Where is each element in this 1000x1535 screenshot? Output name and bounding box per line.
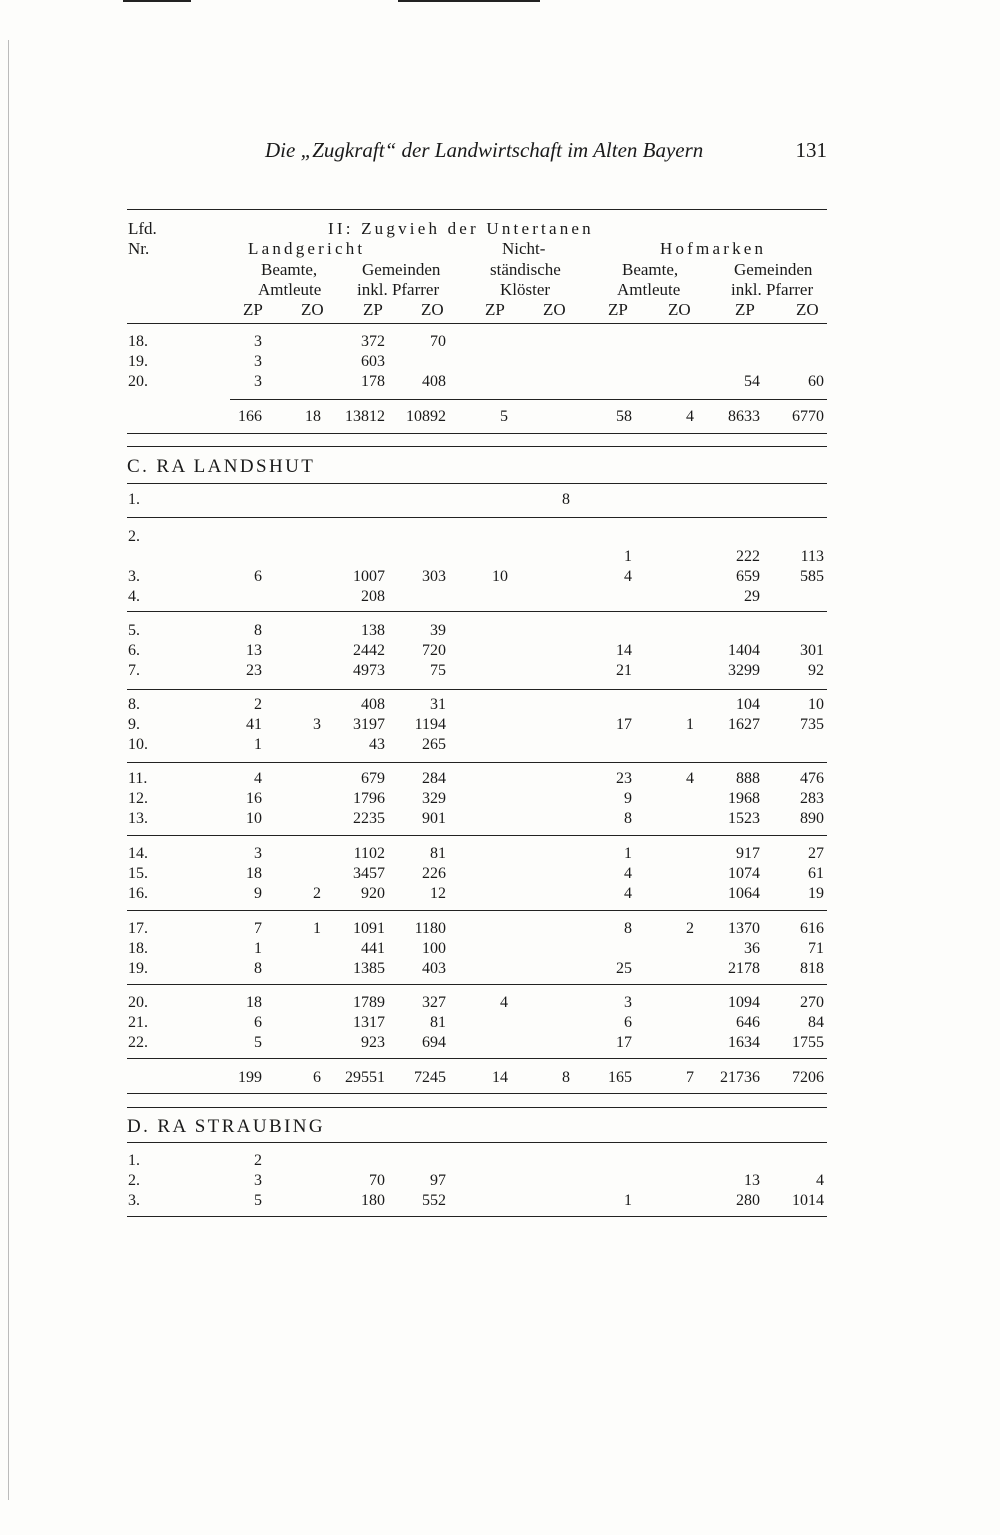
cell-hm-gem-zo: 735 (800, 716, 824, 733)
cell-lg-gem-zp: 1102 (353, 845, 385, 862)
total-hm-gem-zp: 8633 (728, 408, 760, 425)
group-rule (127, 611, 827, 612)
row-number: 16. (128, 885, 148, 902)
cell-lg-beamte-zp: 5 (254, 1192, 262, 1209)
cell-lg-beamte-zp: 3 (254, 845, 262, 862)
sub-beamte-lg: Beamte, (261, 260, 318, 279)
scan-line-top-left (123, 0, 191, 2)
cell-hm-gem-zo: 818 (800, 960, 824, 977)
cell-hm-gem-zo: 890 (800, 810, 824, 827)
section-end-rule (127, 433, 827, 434)
cell-hm-gem-zo: 1014 (792, 1192, 824, 1209)
cell-lg-gem-zp: 3457 (353, 865, 385, 882)
total-hm-beamte-zo: 4 (686, 408, 694, 425)
total-hm-beamte-zp: 58 (616, 408, 632, 425)
cell-lg-gem-zp: 1091 (353, 920, 385, 937)
col-nr: Nr. (128, 239, 150, 258)
sub-amtleute-lg: Amtleute (258, 280, 322, 299)
group-rule (127, 984, 827, 985)
sub-kloester: Klöster (500, 280, 551, 299)
total-lg-beamte-zp: 199 (238, 1069, 262, 1086)
cell-lg-gem-zo: 12 (430, 885, 446, 902)
cell-lg-gem-zo: 97 (430, 1172, 446, 1189)
sub-inkl-pfarrer-hm: inkl. Pfarrer (731, 280, 814, 299)
cell-lg-beamte-zo: 1 (313, 920, 321, 937)
sub-inkl-pfarrer-lg: inkl. Pfarrer (357, 280, 440, 299)
cell-hm-gem-zo: 301 (800, 642, 824, 659)
cell-hm-beamte-zp: 8 (624, 810, 632, 827)
scan-line-top-center (398, 0, 540, 2)
cell-hm-gem-zp: 29 (744, 588, 760, 605)
cell-lg-gem-zp: 1789 (353, 994, 385, 1011)
cell-hm-gem-zo: 283 (800, 790, 824, 807)
cell-lg-beamte-zp: 4 (254, 770, 262, 787)
cell-lg-gem-zo: 329 (422, 790, 446, 807)
row-number: 3. (128, 568, 140, 585)
cell-lg-gem-zp: 180 (361, 1192, 385, 1209)
cell-lg-beamte-zp: 18 (246, 865, 262, 882)
cell-lg-gem-zp: 679 (361, 770, 385, 787)
cell-hm-beamte-zp: 1 (624, 548, 632, 565)
row-number: 8. (128, 696, 140, 713)
scan-line-left-edge (8, 40, 9, 1500)
cell-lg-beamte-zp: 3 (254, 373, 262, 390)
row-number: 10. (128, 736, 148, 753)
cell-hm-gem-zp: 2178 (728, 960, 760, 977)
cell-hm-gem-zp: 1094 (728, 994, 760, 1011)
cell-lg-gem-zp: 178 (361, 373, 385, 390)
cell-hm-beamte-zp: 9 (624, 790, 632, 807)
cell-lg-beamte-zp: 3 (254, 353, 262, 370)
cell-lg-gem-zo: 226 (422, 865, 446, 882)
cell-lg-gem-zp: 2442 (353, 642, 385, 659)
cell-nicht-zo: 8 (562, 491, 570, 508)
col-zo-2: ZO (421, 300, 444, 319)
cell-lg-beamte-zp: 2 (254, 1152, 262, 1169)
running-title: Die „Zugkraft“ der Landwirtschaft im Alten Bayern (265, 138, 704, 162)
row-number: 9. (128, 716, 140, 733)
section-rule (127, 1107, 827, 1108)
section-title-straubing: D. RA STRAUBING (127, 1116, 326, 1137)
cell-lg-gem-zo: 70 (430, 333, 446, 350)
group-rule (127, 762, 827, 763)
cell-lg-gem-zo: 39 (430, 622, 446, 639)
cell-lg-beamte-zp: 10 (246, 810, 262, 827)
sub-gemeinden-hm: Gemeinden (734, 260, 813, 279)
row-number: 3. (128, 1192, 140, 1209)
total-hm-beamte-zo: 7 (686, 1069, 694, 1086)
row-number: 6. (128, 642, 140, 659)
cell-hm-gem-zp: 36 (744, 940, 760, 957)
row-number: 22. (128, 1034, 148, 1051)
cell-lg-beamte-zo: 2 (313, 885, 321, 902)
cell-hm-gem-zp: 1968 (728, 790, 760, 807)
cell-hm-beamte-zp: 4 (624, 885, 632, 902)
group-nicht: Nicht- (502, 239, 546, 258)
cell-lg-gem-zp: 408 (361, 696, 385, 713)
cell-hm-gem-zp: 888 (736, 770, 760, 787)
row-number: 17. (128, 920, 148, 937)
cell-lg-gem-zo: 303 (422, 568, 446, 585)
row-number: 19. (128, 353, 148, 370)
cell-lg-beamte-zp: 13 (246, 642, 262, 659)
col-lfd: Lfd. (128, 219, 157, 238)
row-number: 15. (128, 865, 148, 882)
cell-lg-gem-zo: 327 (422, 994, 446, 1011)
cell-lg-gem-zp: 920 (361, 885, 385, 902)
total-lg-beamte-zo: 18 (305, 408, 321, 425)
cell-hm-gem-zo: 61 (808, 865, 824, 882)
group-landgericht: Landgericht (248, 239, 366, 258)
section-end-rule (127, 1093, 827, 1094)
cell-lg-beamte-zp: 8 (254, 622, 262, 639)
cell-hm-beamte-zp: 21 (616, 662, 632, 679)
row-number: 18. (128, 333, 148, 350)
total-nicht-zp: 5 (500, 408, 508, 425)
group-rule (127, 517, 827, 518)
group-rule (127, 689, 827, 690)
cell-hm-gem-zo: 113 (800, 548, 824, 565)
cell-hm-beamte-zp: 3 (624, 994, 632, 1011)
row-number: 20. (128, 994, 148, 1011)
sub-gemeinden-lg: Gemeinden (362, 260, 441, 279)
cell-lg-gem-zo: 552 (422, 1192, 446, 1209)
cell-hm-gem-zp: 3299 (728, 662, 760, 679)
total-nicht-zp: 14 (492, 1069, 508, 1086)
cell-hm-gem-zo: 71 (808, 940, 824, 957)
row-number: 2. (128, 528, 140, 545)
cell-hm-gem-zp: 1404 (728, 642, 760, 659)
cell-hm-beamte-zp: 8 (624, 920, 632, 937)
cell-hm-beamte-zp: 1 (624, 845, 632, 862)
total-lg-beamte-zp: 166 (238, 408, 262, 425)
table-bottom-rule (127, 1216, 827, 1217)
cell-hm-gem-zo: 1755 (792, 1034, 824, 1051)
cell-lg-gem-zp: 2235 (353, 810, 385, 827)
cell-lg-gem-zp: 603 (361, 353, 385, 370)
cell-lg-gem-zp: 138 (361, 622, 385, 639)
cell-lg-beamte-zp: 3 (254, 333, 262, 350)
page-header (127, 138, 827, 168)
cell-hm-gem-zp: 13 (744, 1172, 760, 1189)
total-lg-gem-zp: 13812 (345, 408, 385, 425)
cell-lg-gem-zo: 81 (430, 1014, 446, 1031)
cell-hm-beamte-zp: 17 (616, 1034, 632, 1051)
row-number: 13. (128, 810, 148, 827)
total-lg-gem-zp: 29551 (345, 1069, 385, 1086)
cell-hm-gem-zp: 917 (736, 845, 760, 862)
cell-lg-gem-zo: 694 (422, 1034, 446, 1051)
cell-hm-gem-zo: 60 (808, 373, 824, 390)
cell-hm-gem-zp: 280 (736, 1192, 760, 1209)
col-zo-3: ZO (543, 300, 566, 319)
cell-hm-beamte-zo: 1 (686, 716, 694, 733)
cell-lg-beamte-zp: 8 (254, 960, 262, 977)
cell-lg-beamte-zp: 6 (254, 1014, 262, 1031)
cell-hm-beamte-zo: 2 (686, 920, 694, 937)
cell-lg-gem-zo: 901 (422, 810, 446, 827)
col-zo-4: ZO (668, 300, 691, 319)
group-rule (127, 835, 827, 836)
cell-nicht-zp: 10 (492, 568, 508, 585)
cell-nicht-zp: 4 (500, 994, 508, 1011)
group-rule (127, 1058, 827, 1059)
total-hm-gem-zo: 6770 (792, 408, 824, 425)
row-number: 14. (128, 845, 148, 862)
cell-lg-beamte-zp: 3 (254, 1172, 262, 1189)
total-lg-gem-zo: 10892 (406, 408, 446, 425)
cell-lg-gem-zp: 372 (361, 333, 385, 350)
cell-lg-gem-zo: 403 (422, 960, 446, 977)
col-zp-2: ZP (363, 300, 383, 319)
section-rule (127, 1142, 827, 1143)
cell-lg-beamte-zp: 9 (254, 885, 262, 902)
sub-beamte-hm: Beamte, (622, 260, 679, 279)
cell-lg-gem-zo: 31 (430, 696, 446, 713)
cell-hm-gem-zp: 104 (736, 696, 760, 713)
cell-hm-gem-zp: 1634 (728, 1034, 760, 1051)
cell-lg-beamte-zp: 41 (246, 716, 262, 733)
total-lg-gem-zo: 7245 (414, 1069, 446, 1086)
row-number: 2. (128, 1172, 140, 1189)
cell-lg-gem-zo: 720 (422, 642, 446, 659)
total-hm-beamte-zp: 165 (608, 1069, 632, 1086)
cell-lg-gem-zp: 1796 (353, 790, 385, 807)
cell-lg-gem-zp: 3197 (353, 716, 385, 733)
row-number: 7. (128, 662, 140, 679)
sub-staendische: ständische (490, 260, 561, 279)
cell-hm-gem-zp: 1627 (728, 716, 760, 733)
cell-lg-gem-zo: 1180 (414, 920, 446, 937)
cell-lg-beamte-zo: 3 (313, 716, 321, 733)
cell-lg-gem-zp: 1317 (353, 1014, 385, 1031)
cell-hm-gem-zp: 1074 (728, 865, 760, 882)
cell-hm-beamte-zo: 4 (686, 770, 694, 787)
cell-lg-gem-zp: 70 (369, 1172, 385, 1189)
cell-hm-gem-zo: 4 (816, 1172, 824, 1189)
cell-hm-gem-zo: 616 (800, 920, 824, 937)
cell-hm-gem-zo: 270 (800, 994, 824, 1011)
row-number: 4. (128, 588, 140, 605)
total-hm-gem-zp: 21736 (720, 1069, 760, 1086)
cell-hm-beamte-zp: 4 (624, 865, 632, 882)
cell-lg-gem-zo: 265 (422, 736, 446, 753)
row-number: 11. (128, 770, 148, 787)
cell-hm-gem-zo: 10 (808, 696, 824, 713)
cell-hm-gem-zo: 585 (800, 568, 824, 585)
row-number: 18. (128, 940, 148, 957)
row-number: 21. (128, 1014, 148, 1031)
section-rule (127, 446, 827, 447)
cell-hm-gem-zp: 659 (736, 568, 760, 585)
cell-lg-beamte-zp: 7 (254, 920, 262, 937)
cell-hm-beamte-zp: 23 (616, 770, 632, 787)
cell-lg-gem-zp: 923 (361, 1034, 385, 1051)
page-number: 131 (795, 138, 827, 162)
col-zp-5: ZP (735, 300, 755, 319)
cell-lg-gem-zp: 441 (361, 940, 385, 957)
row-number: 5. (128, 622, 140, 639)
cell-hm-beamte-zp: 6 (624, 1014, 632, 1031)
cell-hm-gem-zp: 54 (744, 373, 760, 390)
col-zo-5: ZO (796, 300, 819, 319)
total-rule (230, 399, 827, 400)
cell-hm-gem-zo: 84 (808, 1014, 824, 1031)
table-main-title: II: Zugvieh der Untertanen (328, 219, 594, 238)
cell-hm-beamte-zp: 4 (624, 568, 632, 585)
col-zp-3: ZP (485, 300, 505, 319)
section-title-landshut: C. RA LANDSHUT (127, 456, 316, 477)
group-rule (127, 910, 827, 911)
cell-hm-gem-zp: 646 (736, 1014, 760, 1031)
section-rule (127, 483, 827, 484)
cell-lg-gem-zp: 208 (361, 588, 385, 605)
cell-hm-gem-zp: 1370 (728, 920, 760, 937)
cell-hm-beamte-zp: 14 (616, 642, 632, 659)
cell-hm-gem-zp: 222 (736, 548, 760, 565)
cell-hm-gem-zo: 19 (808, 885, 824, 902)
cell-lg-gem-zp: 1007 (353, 568, 385, 585)
table-top-rule (127, 209, 827, 210)
cell-hm-gem-zo: 476 (800, 770, 824, 787)
cell-lg-gem-zo: 100 (422, 940, 446, 957)
cell-lg-gem-zp: 43 (369, 736, 385, 753)
cell-lg-gem-zp: 1385 (353, 960, 385, 977)
cell-lg-gem-zo: 75 (430, 662, 446, 679)
cell-lg-gem-zp: 4973 (353, 662, 385, 679)
cell-lg-beamte-zp: 1 (254, 940, 262, 957)
col-zp-4: ZP (608, 300, 628, 319)
cell-lg-gem-zo: 408 (422, 373, 446, 390)
cell-lg-beamte-zp: 6 (254, 568, 262, 585)
total-nicht-zo: 8 (562, 1069, 570, 1086)
row-number: 1. (128, 491, 140, 508)
cell-hm-gem-zo: 92 (808, 662, 824, 679)
cell-lg-beamte-zp: 23 (246, 662, 262, 679)
row-number: 19. (128, 960, 148, 977)
cell-lg-beamte-zp: 5 (254, 1034, 262, 1051)
total-hm-gem-zo: 7206 (792, 1069, 824, 1086)
header-bottom-rule (127, 323, 827, 324)
total-lg-beamte-zo: 6 (313, 1069, 321, 1086)
cell-lg-beamte-zp: 1 (254, 736, 262, 753)
row-number: 12. (128, 790, 148, 807)
group-hofmarken: Hofmarken (660, 239, 767, 258)
row-number: 20. (128, 373, 148, 390)
cell-hm-gem-zp: 1523 (728, 810, 760, 827)
cell-hm-beamte-zp: 1 (624, 1192, 632, 1209)
cell-lg-gem-zo: 1194 (414, 716, 446, 733)
cell-hm-gem-zo: 27 (808, 845, 824, 862)
col-zp-1: ZP (243, 300, 263, 319)
cell-lg-beamte-zp: 2 (254, 696, 262, 713)
cell-lg-beamte-zp: 16 (246, 790, 262, 807)
cell-hm-beamte-zp: 25 (616, 960, 632, 977)
sub-amtleute-hm: Amtleute (617, 280, 681, 299)
cell-lg-beamte-zp: 18 (246, 994, 262, 1011)
cell-lg-gem-zo: 81 (430, 845, 446, 862)
cell-hm-gem-zp: 1064 (728, 885, 760, 902)
col-zo-1: ZO (301, 300, 324, 319)
row-number: 1. (128, 1152, 140, 1169)
cell-lg-gem-zo: 284 (422, 770, 446, 787)
cell-hm-beamte-zp: 17 (616, 716, 632, 733)
